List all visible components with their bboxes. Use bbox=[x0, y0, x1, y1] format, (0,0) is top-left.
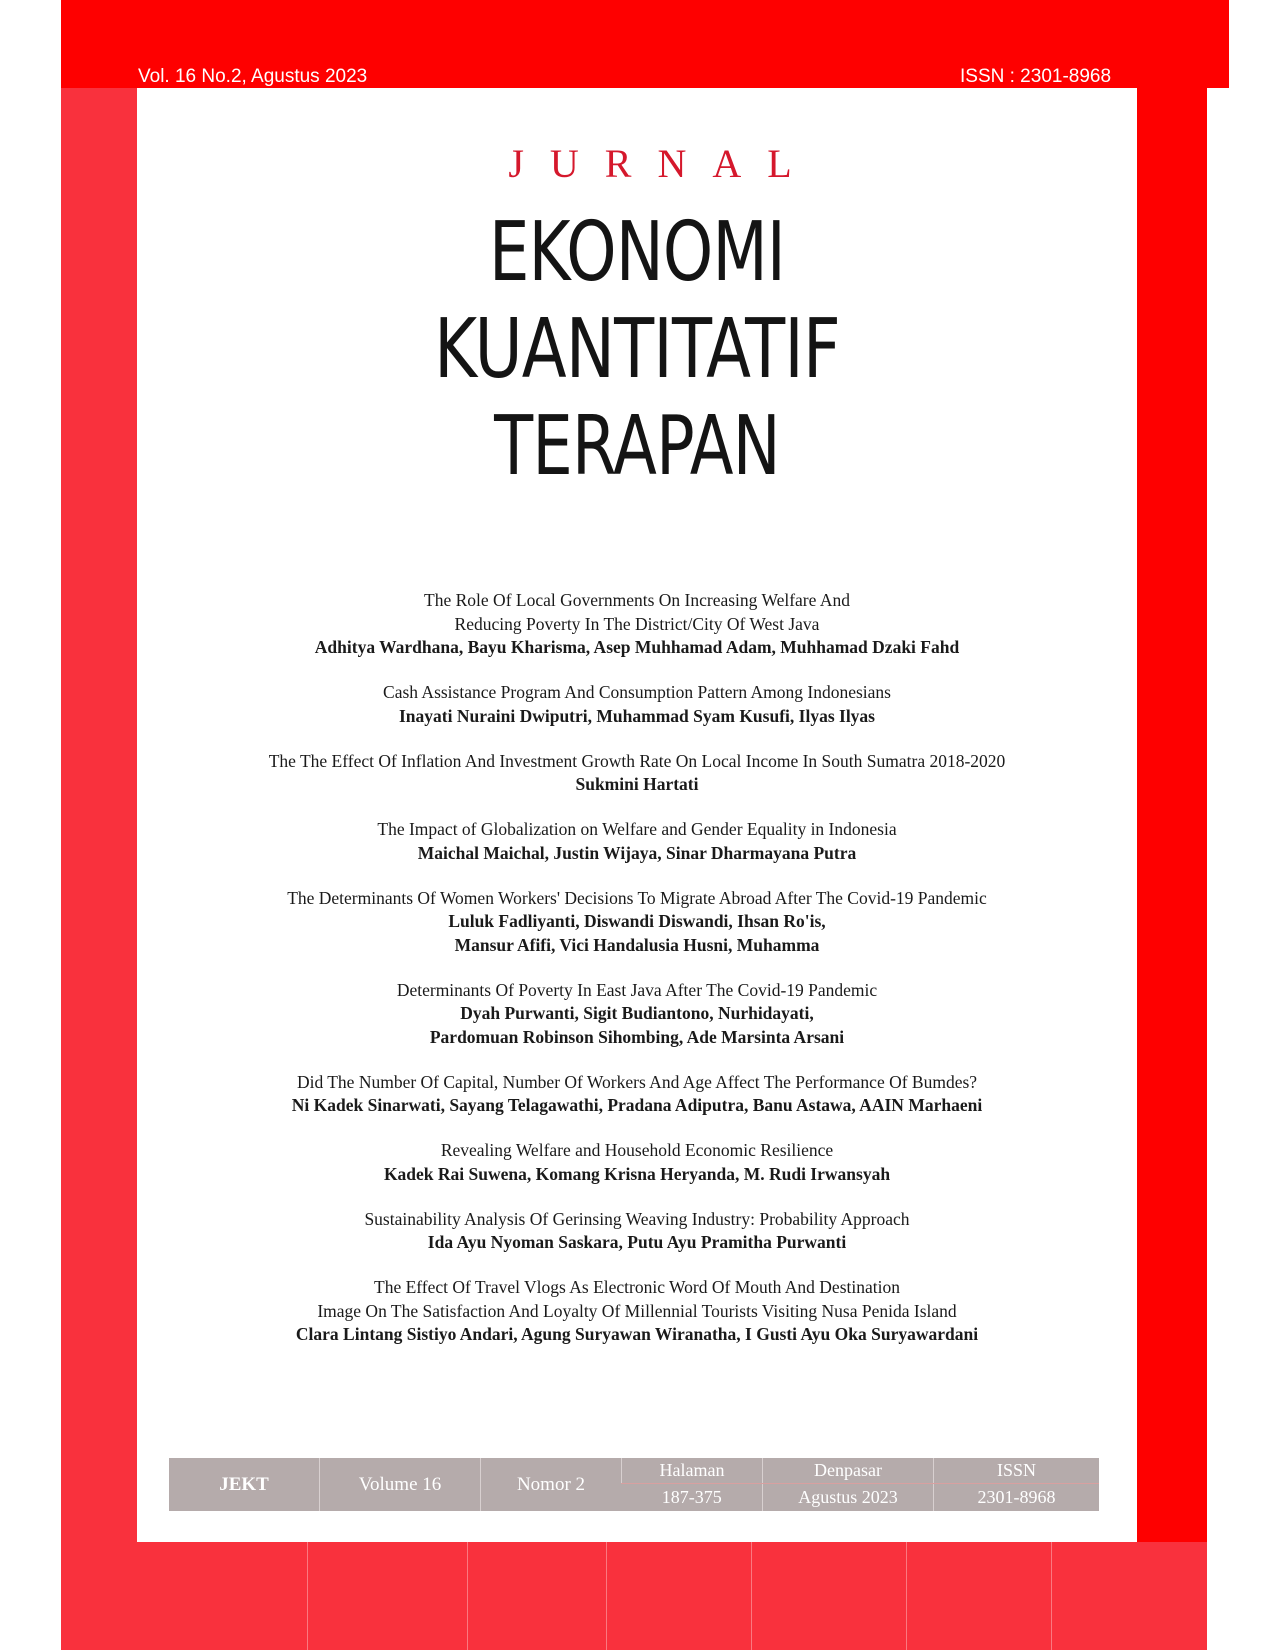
journal-abbrev: JEKT bbox=[219, 1473, 269, 1495]
table-of-contents bbox=[137, 589, 1137, 1368]
article-authors: Sukmini Hartati bbox=[575, 774, 699, 794]
volume-info: Vol. 16 No.2, Agustus 2023 bbox=[138, 66, 368, 87]
article-entry bbox=[137, 589, 1137, 660]
place-label: Denpasar bbox=[763, 1458, 934, 1483]
article-authors: Mansur Afifi, Vici Handalusia Husni, Muhamma bbox=[454, 934, 820, 955]
issn-header: ISSN : 2301-8968 bbox=[960, 66, 1112, 87]
article-entry bbox=[137, 979, 1137, 1050]
left-red-band bbox=[61, 88, 137, 1542]
article-title: The Effect Of Travel Vlogs As Electronic Word Of Mouth And Destination bbox=[374, 1277, 900, 1297]
article-authors: Inayati Nuraini Dwiputri, Muhammad Syam Kusufi, Ilyas Ilyas bbox=[399, 705, 875, 726]
issn-label: ISSN bbox=[934, 1458, 1100, 1483]
bottom-red-band bbox=[61, 1542, 1207, 1650]
article-entry bbox=[137, 818, 1137, 865]
article-authors: Pardomuan Robinson Sihombing, Ade Marsinta Arsani bbox=[429, 1026, 845, 1047]
article-entry bbox=[137, 681, 1137, 728]
article-entry bbox=[137, 1208, 1137, 1255]
article-entry bbox=[137, 887, 1137, 958]
article-title: Did The Number Of Capital, Number Of Workers And Age Affect The Performance Of Bumdes? bbox=[296, 1071, 978, 1092]
article-authors: Maichal Maichal, Justin Wijaya, Sinar Dharmayana Putra bbox=[417, 842, 857, 863]
article-title: Determinants Of Poverty In East Java After The Covid-19 Pandemic bbox=[396, 979, 878, 1000]
article-title: Reducing Poverty In The District/City Of West Java bbox=[454, 613, 820, 634]
article-authors: Ni Kadek Sinarwati, Sayang Telagawathi, Pradana Adiputra, Banu Astawa, AAIN Marhaeni bbox=[291, 1095, 983, 1115]
article-title: Cash Assistance Program And Consumption Pattern Among Indonesians bbox=[383, 682, 891, 702]
journal-label: JURNAL bbox=[508, 141, 818, 186]
pages-value: 187-375 bbox=[661, 1487, 722, 1508]
band-divider bbox=[906, 1542, 907, 1650]
band-divider bbox=[307, 1542, 308, 1650]
article-entry bbox=[137, 1139, 1137, 1186]
band-divider bbox=[751, 1542, 752, 1650]
pages-label: Halaman bbox=[622, 1458, 763, 1483]
journal-title-line: EKONOMI bbox=[489, 205, 785, 300]
article-title: Revealing Welfare and Household Economic Resilience bbox=[440, 1140, 834, 1160]
article-authors: Ida Ayu Nyoman Saskara, Putu Ayu Pramitha Purwanti bbox=[427, 1232, 847, 1252]
article-title: The Impact of Globalization on Welfare and Gender Equality in Indonesia bbox=[377, 819, 897, 839]
article-authors: Luluk Fadliyanti, Diswandi Diswandi, Ihsan Ro'is, bbox=[448, 911, 826, 931]
number-cell: Nomor 2 bbox=[481, 1458, 622, 1511]
article-authors: Kadek Rai Suwena, Komang Krisna Heryanda, M. Rudi Irwansyah bbox=[383, 1163, 891, 1184]
article-authors: Dyah Purwanti, Sigit Budiantono, Nurhidayati, bbox=[460, 1003, 814, 1023]
article-entry bbox=[137, 1276, 1137, 1347]
right-red-band bbox=[1137, 88, 1207, 1542]
journal-title-line: TERAPAN bbox=[494, 399, 780, 494]
article-authors: Clara Lintang Sistiyo Andari, Agung Suryawan Wiranatha, I Gusti Ayu Oka Suryawardani bbox=[295, 1324, 979, 1344]
band-divider bbox=[467, 1542, 468, 1650]
issn-value: 2301-8968 bbox=[934, 1483, 1100, 1511]
article-entry bbox=[137, 1071, 1137, 1118]
volume-cell: Volume 16 bbox=[320, 1458, 481, 1511]
journal-title-line: KUANTITATIF bbox=[434, 302, 840, 397]
article-title: The Determinants Of Women Workers' Decisions To Migrate Abroad After The Covid-19 Pandemic bbox=[287, 887, 987, 908]
article-authors: Adhitya Wardhana, Bayu Kharisma, Asep Muhhamad Adam, Muhhamad Dzaki Fahd bbox=[314, 637, 960, 657]
article-title: Sustainability Analysis Of Gerinsing Weaving Industry: Probability Approach bbox=[364, 1208, 910, 1229]
band-divider bbox=[606, 1542, 607, 1650]
article-entry bbox=[137, 750, 1137, 797]
issue-info-table bbox=[169, 1458, 1099, 1511]
article-title: Image On The Satisfaction And Loyalty Of Millennial Tourists Visiting Nusa Penida Island bbox=[317, 1300, 957, 1321]
article-title: The Role Of Local Governments On Increasing Welfare And bbox=[424, 590, 850, 610]
article-title: The The Effect Of Inflation And Investment Growth Rate On Local Income In South Sumatra 2018-2020 bbox=[268, 750, 1006, 771]
date-value: Agustus 2023 bbox=[763, 1483, 934, 1511]
band-divider bbox=[1051, 1542, 1052, 1650]
